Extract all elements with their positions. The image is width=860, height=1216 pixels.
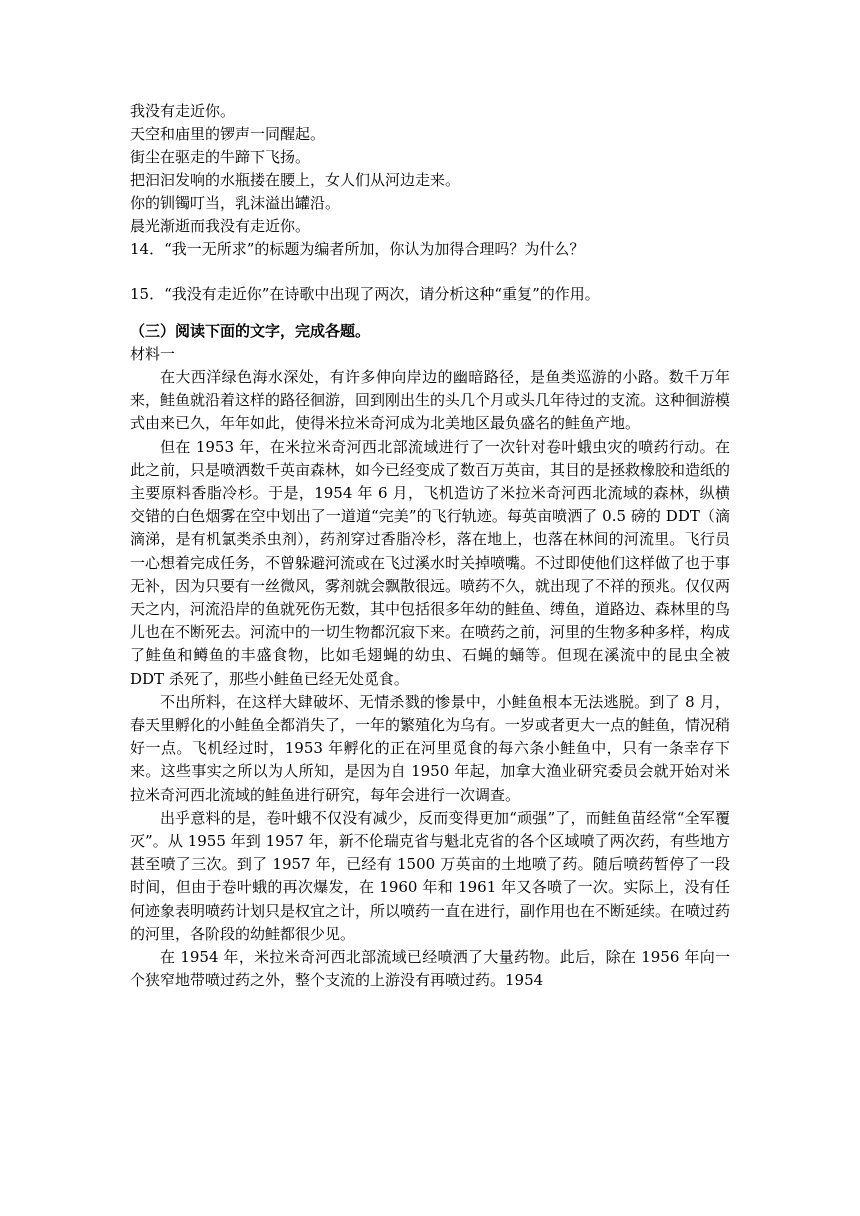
- question-15: 15．“我没有走近你”在诗歌中出现了两次，请分析这种“重复”的作用。: [130, 285, 600, 303]
- poem-line: 天空和庙里的锣声一同醒起。: [130, 125, 326, 143]
- paragraph: 出乎意料的是，卷叶蛾不仅没有减少，反而变得更加“顽强”了，而鲑鱼苗经常“全军覆灭”。从 1955 年到 1957 年，新不伦瑞克省与魁北克省的各个区域喷了两次药，有些地方甚至喷了三次。到了 1957 年，已经有 1500 万英亩的土地喷了药。随后喷药暂停了一段时间，但由于卷叶蛾的再次爆发，在 1960 年和 1961 年又各喷了一次。实际上，没有任何迹象表明喷药计划只是权宜之计，所以喷药一直在进行，副作用也在不断延续。在喷过药的河里，各阶段的幼鲑都很少见。: [130, 808, 731, 943]
- answer-space: [130, 261, 730, 283]
- paragraph: 在 1954 年，米拉米奇河西北部流域已经喷洒了大量药物。此后，除在 1956 年向一个狭窄地带喷过药之外，整个支流的上游没有再喷过药。1954: [130, 948, 730, 990]
- question-14: 14．“我一无所求”的标题为编者所加，你认为加得合理吗？为什么？: [130, 240, 585, 258]
- paragraph: 在大西洋绿色海水深处，有许多伸向岸边的幽暗路径，是鱼类巡游的小路。数千万年来，鲑鱼就沿着这样的路径徊游，回到刚出生的头几个月或头几年待过的支流。这种徊游模式由来已久，年年如此，使得米拉米奇河成为北美地区最负盛名的鲑鱼产地。: [130, 368, 731, 433]
- poem-line: 街尘在驱走的牛蹄下飞扬。: [130, 148, 311, 166]
- poem-line: 你的钏镯叮当，乳沫溢出罐沿。: [130, 194, 341, 212]
- document-page: [130, 100, 730, 992]
- paragraph: 但在 1953 年，在米拉米奇河西北部流域进行了一次针对卷叶蛾虫灾的喷药行动。在此之前，只是喷洒数千英亩森林，如今已经变成了数百万英亩，其目的是拯救橡胶和造纸的主要原料香脂冷杉。于是，1954 年 6 月，飞机造访了米拉米奇河西北流域的森林，纵横交错的白色烟雾在空中划出了一道道“完美”的飞行轨迹。每英亩喷洒了 0.5 磅的 DDT（滴滴涕，是有机氯类杀虫剂），药剂穿过香脂冷杉，落在地上，也落在林间的河流里。飞行员一心想着完成任务，不曾躲避河流或在飞过溪水时关掉喷嘴。不过即使他们这样做了也于事无补，因为只要有一丝微风，雾剂就会飘散很远。喷药不久，就出现了不祥的预兆。仅仅两天之内，河流沿岸的鱼就死伤无数，其中包括很多年幼的鲑鱼、缚鱼，道路边、森林里的鸟儿也在不断死去。河流中的一切生物都沉寂下来。在喷药之前，河里的生物多种多样，构成了鲑鱼和鳟鱼的丰盛食物，比如毛翅蝇的幼虫、石蝇的蛹等。但现在溪流中的昆虫全被 DDT 杀死了，那些小鲑鱼已经无处觅食。: [130, 437, 731, 688]
- poem-line: 晨光渐逝而我没有走近你。: [130, 217, 311, 235]
- paragraph: 不出所料，在这样大肆破坏、无情杀戮的惨景中，小鲑鱼根本无法逃脱。到了 8 月，春天里孵化的小鲑鱼全都消失了，一年的繁殖化为乌有。一岁或者更大一点的鲑鱼，情况稍好一点。飞机经过时，1953 年孵化的正在河里觅食的每六条小鲑鱼中，只有一条幸存下来。这些事实之所以为人所知，是因为自 1950 年起，加拿大渔业研究委员会就开始对米拉米奇河西北流域的鲑鱼进行研究，每年会进行一次调查。: [130, 692, 731, 804]
- material-label: 材料一: [130, 345, 176, 363]
- poem-line: 我没有走近你。: [130, 102, 236, 120]
- poem-line: 把汩汩发响的水瓶搂在腰上，女人们从河边走来。: [130, 171, 461, 189]
- section-title: （三）阅读下面的文字，完成各题。: [130, 322, 371, 340]
